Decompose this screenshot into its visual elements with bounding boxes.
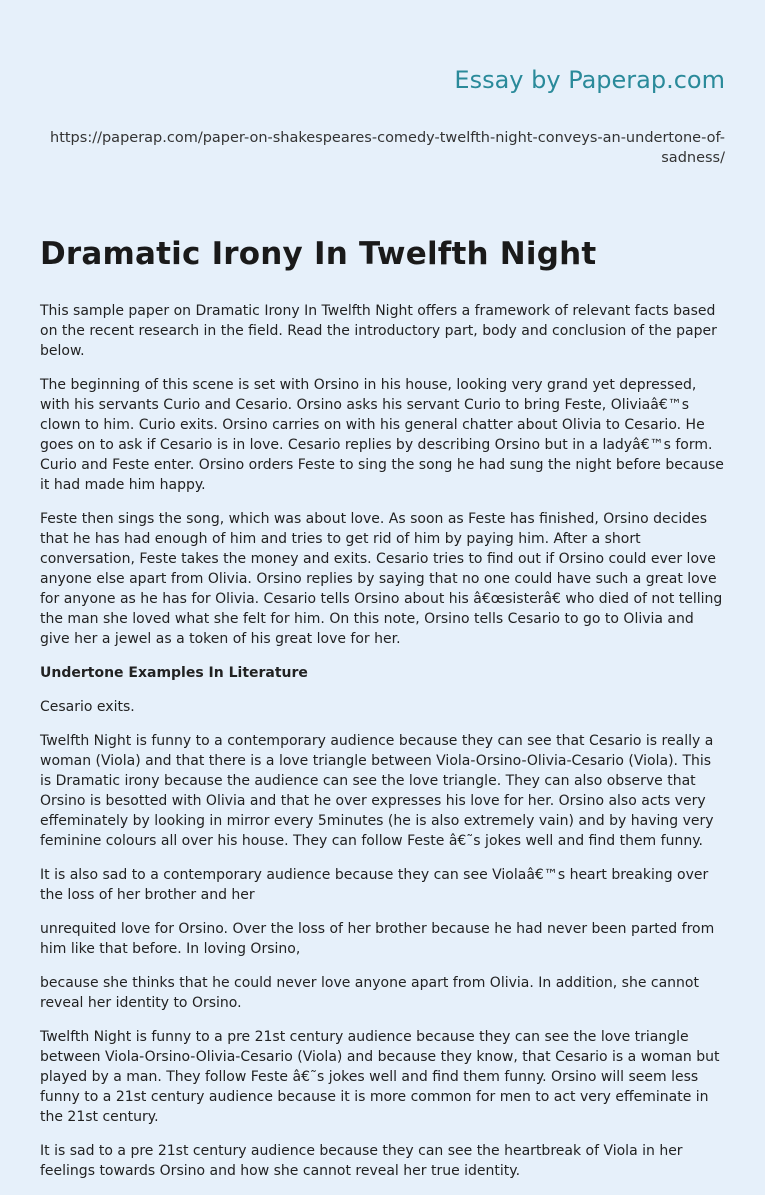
paragraph: This sample paper on Dramatic Irony In Twelfth Night offers a framework of relevant facts based on the recent research in the field. Read the introductory part, body and conclusion of the paper below. (40, 303, 717, 359)
paragraph: Twelfth Night is funny to a contemporary audience because they can see that Cesario is really a woman (Viola) and that there is a love triangle between Viola-Orsino-Olivia-Cesario (Viola). This is Dramatic irony because the audience can see the love triangle. They can also observe that Orsino is besotted with Olivia and that he over expresses his love for her. Orsino also acts very effeminately by looking in mirror every 5minutes (he is also extremely vain) and by having very feminine colours all over his house. They can follow Feste â€˜s jokes well and find them funny. (40, 733, 714, 849)
paragraph: Feste then sings the song, which was about love. As soon as Feste has finished, Orsino decides that he has had enough of him and tries to get rid of him by paying him. After a short conversation, Feste takes the money and exits. Cesario tries to find out if Orsino could ever love anyone else apart from Olivia. Orsino replies by saying that no one could have such a great love for anyone as he has for Olivia. Cesario tells Orsino about his â€œsisterâ€ who died of not telling the man she loved what she felt for him. On this note, Orsino tells Cesario to go to Olivia and give her a jewel as a token of his great love for her. (40, 511, 723, 647)
paragraph: Cesario exits. (40, 699, 135, 715)
brand-link[interactable]: Essay by Paperap.com (454, 66, 725, 94)
paragraph: because she thinks that he could never love anyone apart from Olivia. In addition, she cannot reveal her identity to Orsino. (40, 975, 699, 1011)
paragraph: Twelfth Night is funny to a pre 21st century audience because they can see the love triangle between Viola-Orsino-Olivia-Cesario (Viola) and because they know, that Cesario is a woman but played by a man. They follow Feste â€˜s jokes well and find them funny. Orsino will seem less funny to a 21st century audience because it is more common for men to act very effeminate in the 21st century. (40, 1029, 720, 1125)
page-title: Dramatic Irony In Twelfth Night (40, 236, 597, 272)
source-url[interactable]: https://paperap.com/paper-on-shakespeares-comedy-twelfth-night-conveys-an-undertone-of-sadness/ (50, 130, 725, 166)
paragraph: unrequited love for Orsino. Over the loss of her brother because he had never been parted from him like that before. In loving Orsino, (40, 921, 715, 957)
article-body (40, 301, 725, 1195)
paragraph: It is sad to a pre 21st century audience because they can see the heartbreak of Viola in her feelings towards Orsino and how she cannot reveal her true identity. (40, 1143, 683, 1179)
paragraph: The beginning of this scene is set with Orsino in his house, looking very grand yet depressed, with his servants Curio and Cesario. Orsino asks his servant Curio to bring Feste, Oliviaâ€™s clown to him. Curio exits. Orsino carries on with his general chatter about Olivia to Cesario. He goes on to ask if Cesario is in love. Cesario replies by describing Orsino but in a ladyâ€™s form. Curio and Feste enter. Orsino orders Feste to sing the song he had sung the night before because it had made him happy. (40, 377, 724, 493)
section-heading: Undertone Examples In Literature (40, 665, 308, 681)
paragraph: It is also sad to a contemporary audience because they can see Violaâ€™s heart breaking over the loss of her brother and her (40, 867, 709, 903)
